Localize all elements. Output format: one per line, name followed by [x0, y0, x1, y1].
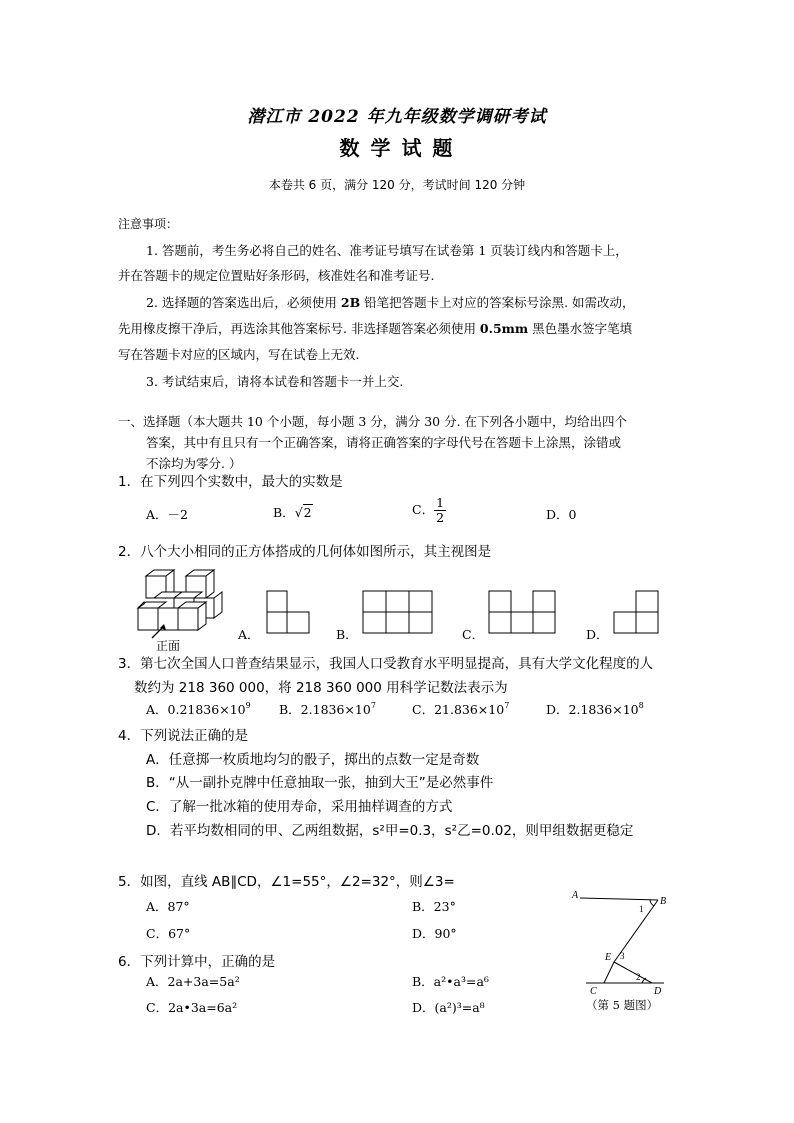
q2-option-a: A．	[238, 627, 260, 642]
sqrt-symbol: √2	[294, 505, 312, 520]
q3-option-d: D．$2.1836\times 10^8$	[546, 701, 644, 717]
q3-option-c: C．$21.836\times 10^7$	[412, 701, 510, 717]
q3-option-b: B．$2.1836\times 10^7$	[279, 701, 376, 717]
q2-option-d: D．	[586, 627, 609, 642]
q6-option-d: D．(a²)³=a⁸	[412, 1000, 485, 1015]
q2-figure-d	[612, 589, 662, 635]
q2-figure-c	[487, 589, 559, 635]
notes-line-5: 写在答题卡对应的区域内，写在试卷上无效.	[118, 347, 360, 362]
q2-figure-a	[264, 589, 314, 635]
q5-stem: 5．如图，直线 AB∥CD，∠1=55°，∠2=32°，则∠3=	[118, 874, 455, 890]
q4-option-d: D．若平均数相同的甲、乙两组数据，s²甲=0.3，s²乙=0.02，则甲组数据更稳定	[146, 823, 634, 839]
q5-figure-caption: （第 5 题图）	[586, 998, 659, 1012]
section1-line-3: 不涂均为零分. ）	[146, 456, 242, 471]
q6-option-c: C．2a•3a=6a²	[146, 1000, 238, 1015]
notes-line-1: 1. 答题前，考生务必将自己的姓名、准考证号填写在试卷第 1 页装订线内和答题卡上，	[146, 243, 628, 258]
q1-option-c: C． $\frac{1}{2}$	[412, 495, 445, 525]
q6-option-b: B．a²•a³=a⁶	[412, 974, 489, 989]
point-d-label: D	[654, 986, 662, 997]
q6-stem: 6．下列计算中，正确的是	[118, 954, 276, 970]
front-label: 正面	[156, 639, 181, 653]
angle-3-label: 3	[620, 951, 625, 961]
q4-option-b: B．“从一副扑克牌中任意抽取一张，抽到大王”是必然事件	[146, 775, 494, 791]
q2-figure-b	[362, 589, 434, 635]
point-e-label: E	[605, 952, 612, 963]
q1-option-b: B．√2	[273, 505, 312, 520]
q6-option-a: A．2a+3a=5a²	[146, 974, 240, 989]
q5-geometry-figure	[566, 886, 676, 998]
q4-stem: 4．下列说法正确的是	[118, 728, 249, 744]
q1-option-d: D．0	[546, 507, 577, 522]
q1-option-a: A．－2	[146, 507, 188, 522]
q3-stem-line-2: 数约为 218 360 000，将 218 360 000 用科学记数法表示为	[134, 680, 508, 696]
q1-stem: 1．在下列四个实数中，最大的实数是	[118, 474, 343, 490]
point-b-label: B	[660, 896, 667, 907]
q5-option-d: D．90°	[412, 926, 457, 941]
notes-line-4: 先用橡皮擦干净后，再选涂其他答案标号. 非选择题答案必须使用 0.5mm 黑色墨水签字笔填	[118, 321, 633, 336]
q4-option-c: C．了解一批冰箱的使用寿命，采用抽样调查的方式	[146, 799, 453, 815]
exam-info: 本卷共 6 页，满分 120 分，考试时间 120 分钟	[268, 178, 526, 192]
q2-option-b: B．	[336, 627, 358, 642]
notes-heading: 注意事项：	[118, 217, 179, 231]
cube-solid-figure	[130, 566, 230, 656]
q5-option-b: B．23°	[412, 899, 456, 914]
section1-line-1: 一、选择题（本大题共 10 个小题，每小题 3 分，满分 30 分. 在下列各小题中，均给出四个	[118, 414, 628, 429]
q5-option-a: A．87°	[146, 899, 190, 914]
notes-line-6: 3. 考试结束后，请将本试卷和答题卡一并上交.	[146, 374, 404, 389]
q2-option-c: C．	[462, 627, 485, 642]
angle-2-label: 2	[636, 972, 641, 982]
point-a-label: A	[572, 890, 579, 901]
section1-line-2: 答案，其中有且只有一个正确答案，请将正确答案的字母代号在答题卡上涂黑，涂错或	[146, 435, 622, 450]
q3-option-a: A．$0.21836\times 10^9$	[146, 701, 251, 717]
exam-subtitle: 数 学 试 题	[339, 136, 455, 160]
q4-option-a: A．任意掷一枚质地均匀的骰子，掷出的点数一定是奇数	[146, 752, 480, 768]
q5-option-c: C．67°	[146, 926, 191, 941]
angle-1-label: 1	[639, 904, 644, 914]
notes-line-2: 并在答题卡的规定位置贴好条形码，核准姓名和准考证号.	[118, 268, 435, 283]
exam-title: 潜江市 2022 年九年级数学调研考试	[247, 107, 547, 127]
point-c-label: C	[590, 986, 597, 997]
q3-stem-line-1: 3．第七次全国人口普查结果显示，我国人口受教育水平明显提高，具有大学文化程度的人	[118, 656, 654, 672]
notes-line-3: 2. 选择题的答案选出后，必须使用 2B 铅笔把答题卡上对应的答案标号涂黑. 如需改动，	[146, 295, 635, 310]
q2-stem: 2．八个大小相同的正方体搭成的几何体如图所示，其主视图是	[118, 544, 492, 560]
